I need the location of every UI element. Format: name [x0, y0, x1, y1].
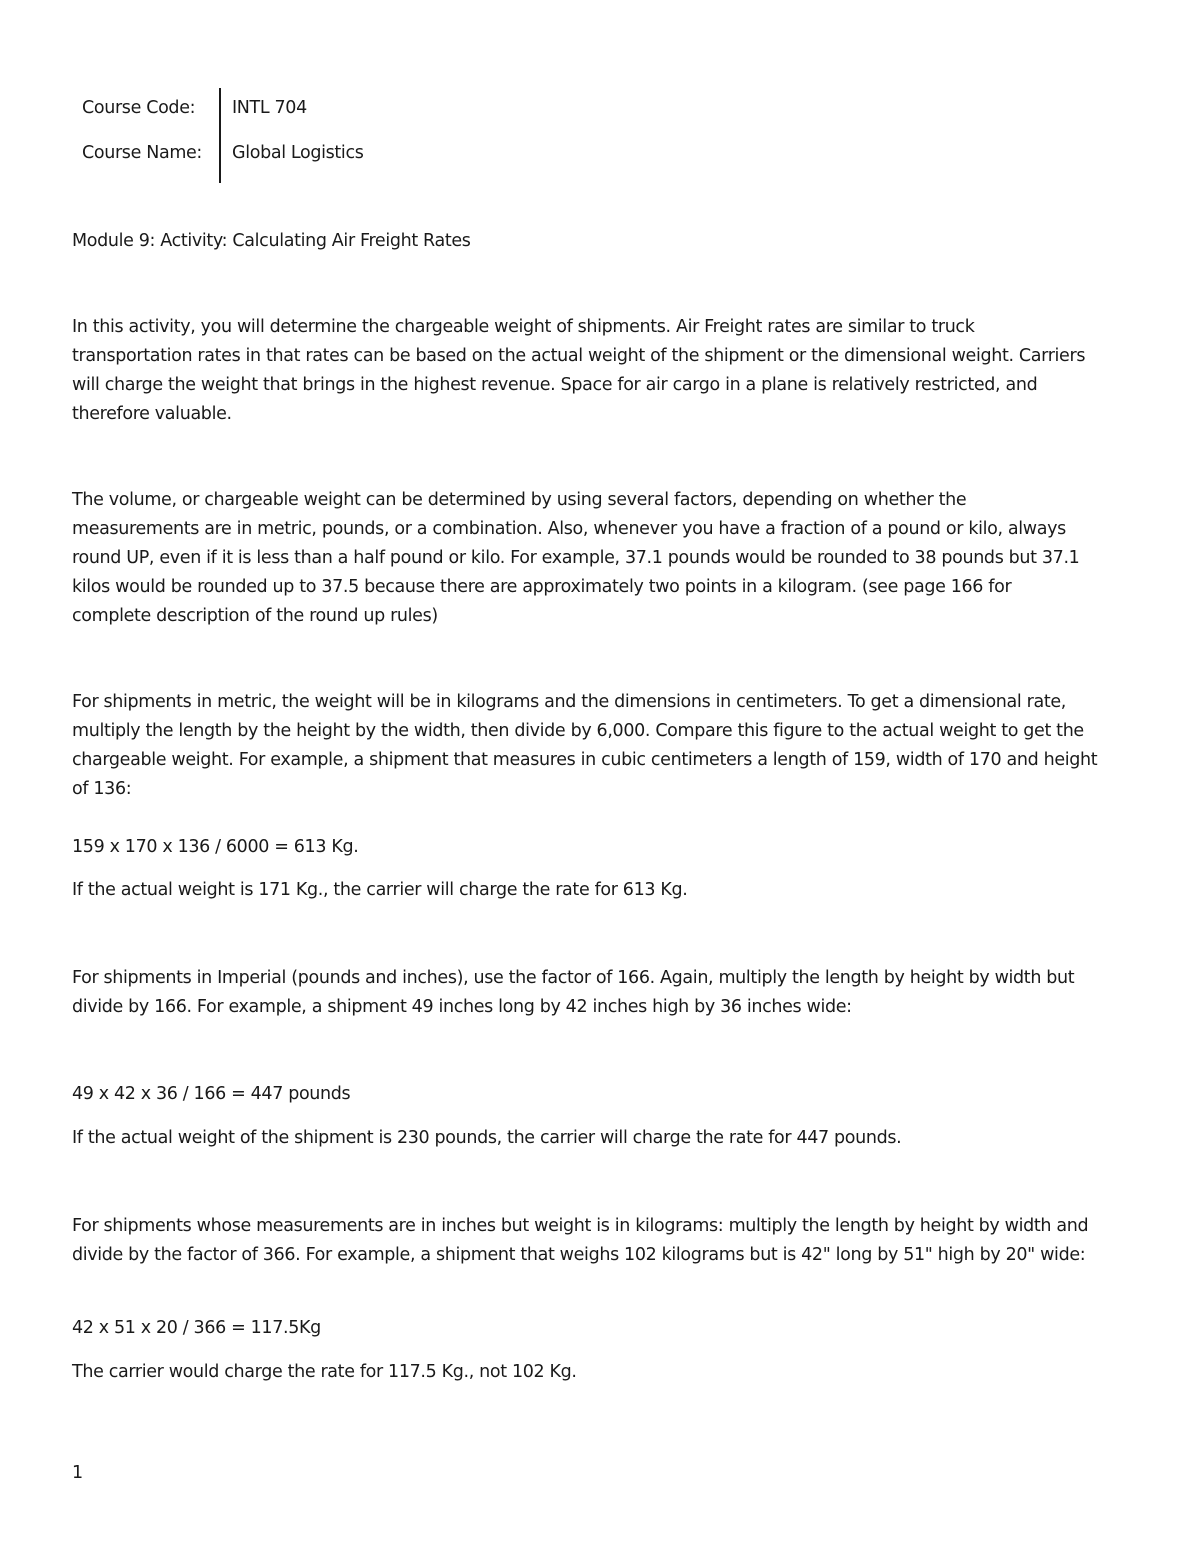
course-code-value: INTL 704 — [232, 98, 307, 118]
metric-result: If the actual weight is 171 Kg., the carrier will charge the rate for 613 Kg. — [72, 880, 688, 900]
volume-line: complete description of the round up rules) — [72, 606, 438, 626]
metric-line: chargeable weight. For example, a shipment that measures in cubic centimeters a length of 159, width of 170 and height — [72, 750, 1098, 770]
imperial-formula: 49 x 42 x 36 / 166 = 447 pounds — [72, 1084, 351, 1104]
mixed-line: For shipments whose measurements are in inches but weight is in kilograms: multiply the length by height by width and — [72, 1216, 1089, 1236]
page-number: 1 — [72, 1463, 83, 1483]
mixed-line: divide by the factor of 366. For example, a shipment that weighs 102 kilograms but is 42" long by 51" high by 20" wide: — [72, 1245, 1086, 1265]
intro-line: will charge the weight that brings in the highest revenue. Space for air cargo in a plane is relatively restricted, and — [72, 375, 1038, 395]
metric-formula: 159 x 170 x 136 / 6000 = 613 Kg. — [72, 837, 359, 857]
course-name-value: Global Logistics — [232, 143, 364, 163]
imperial-line: For shipments in Imperial (pounds and inches), use the factor of 166. Again, multiply the length by height by width but — [72, 968, 1075, 988]
mixed-result: The carrier would charge the rate for 117.5 Kg., not 102 Kg. — [72, 1362, 577, 1382]
intro-line: therefore valuable. — [72, 404, 232, 424]
volume-line: The volume, or chargeable weight can be determined by using several factors, depending on whether the — [72, 490, 967, 510]
module-heading: Module 9: Activity: Calculating Air Freight Rates — [72, 231, 471, 251]
metric-line: of 136: — [72, 779, 132, 799]
imperial-line: divide by 166. For example, a shipment 49 inches long by 42 inches high by 36 inches wide: — [72, 997, 852, 1017]
volume-paragraph — [72, 486, 1079, 631]
course-name-label: Course Name: — [82, 143, 202, 163]
imperial-result: If the actual weight of the shipment is 230 pounds, the carrier will charge the rate for 447 pounds. — [72, 1128, 902, 1148]
metric-line: multiply the length by the height by the width, then divide by 6,000. Compare this figure to the actual weight to get the — [72, 721, 1084, 741]
volume-line: round UP, even if it is less than a half pound or kilo. For example, 37.1 pounds would be rounded to 38 pounds but 37.1 — [72, 548, 1080, 568]
mixed-formula: 42 x 51 x 20 / 366 = 117.5Kg — [72, 1318, 321, 1338]
imperial-paragraph — [72, 964, 1074, 1022]
metric-paragraph — [72, 688, 1097, 804]
metric-line: For shipments in metric, the weight will be in kilograms and the dimensions in centimeters. To get a dimensional rate, — [72, 692, 1066, 712]
volume-line: measurements are in metric, pounds, or a combination. Also, whenever you have a fraction of a pound or kilo, always — [72, 519, 1066, 539]
intro-line: In this activity, you will determine the chargeable weight of shipments. Air Freight rates are similar to truck — [72, 317, 975, 337]
intro-paragraph — [72, 313, 1085, 429]
volume-line: kilos would be rounded up to 37.5 because there are approximately two points in a kilogram. (see page 166 for — [72, 577, 1012, 597]
course-code-label: Course Code: — [82, 98, 196, 118]
intro-line: transportation rates in that rates can be based on the actual weight of the shipment or the dimensional weight. Carriers — [72, 346, 1086, 366]
mixed-paragraph — [72, 1212, 1088, 1270]
course-table-divider — [219, 88, 221, 183]
